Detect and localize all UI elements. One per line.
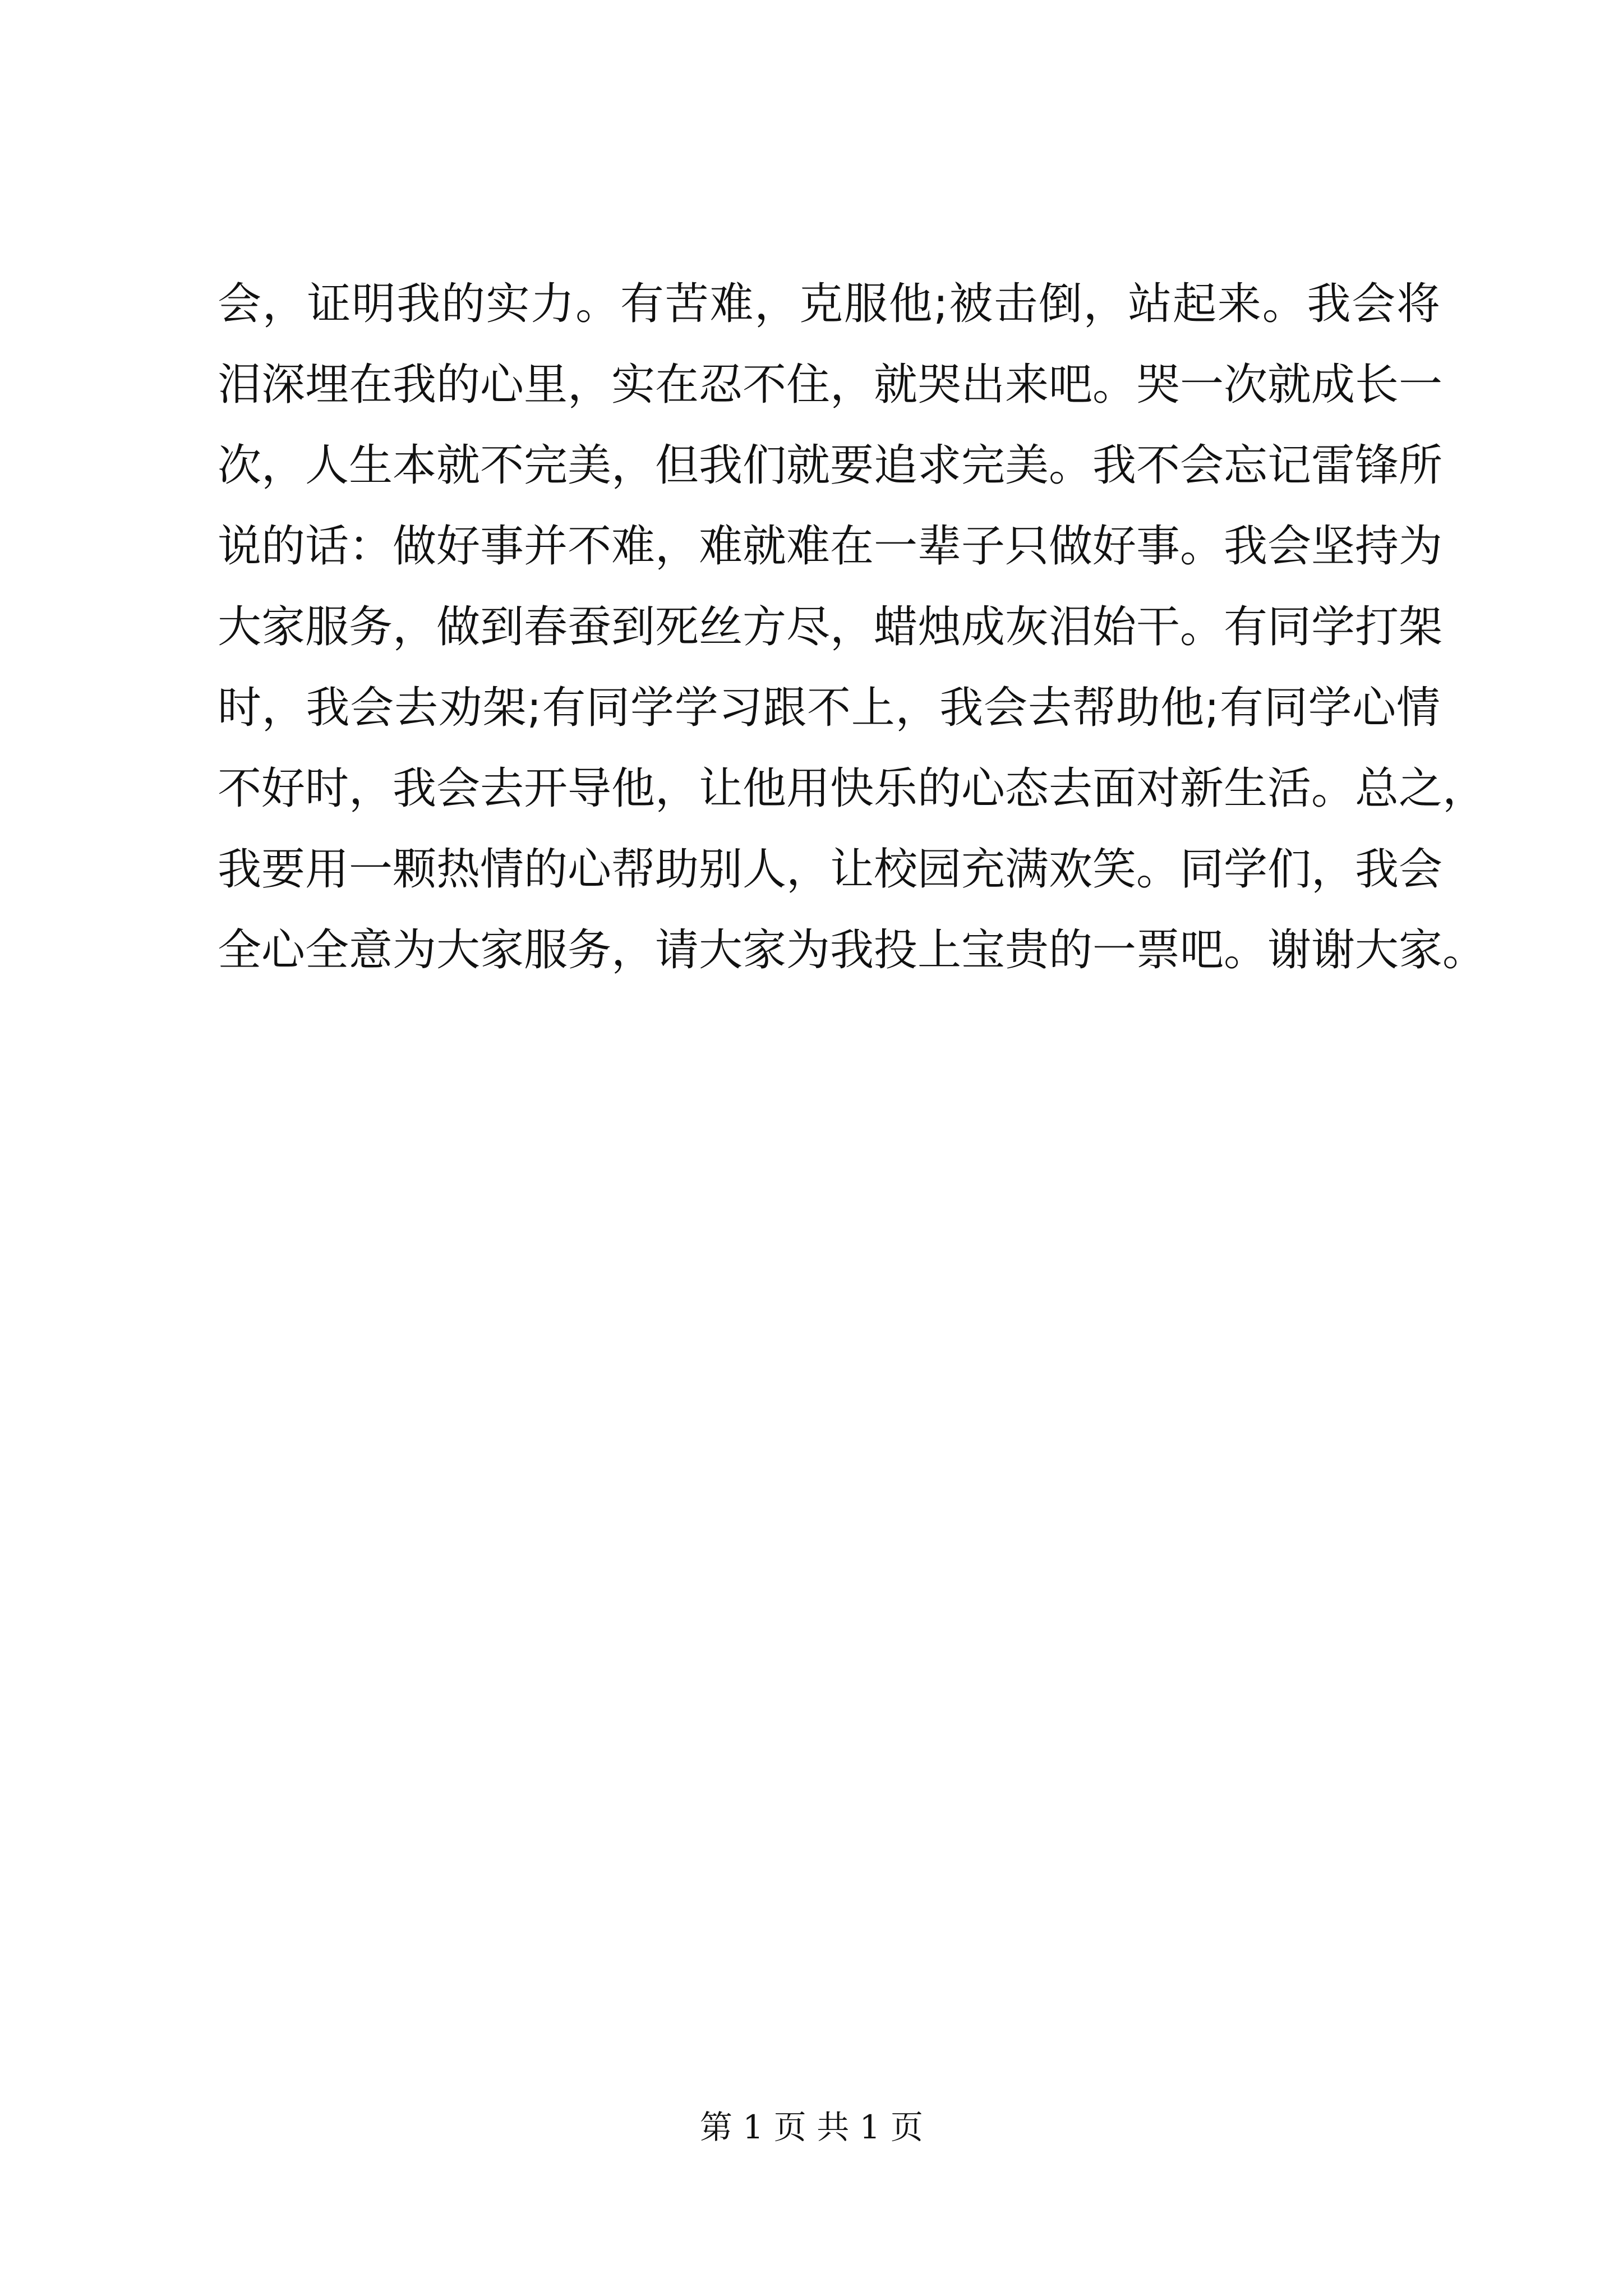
body-line-4: 说的话：做好事并不难，难就难在一辈子只做好事。我会坚持为 [218, 521, 1443, 572]
body-line-6: 时，我会去劝架;有同学学习跟不上，我会去帮助他;有同学心情 [218, 683, 1440, 733]
page-footer: 第 1 页 共 1 页 [700, 2108, 923, 2146]
body-line-5: 大家服务，做到春蚕到死丝方尽，蜡烛成灰泪始干。有同学打架 [218, 602, 1443, 652]
body-paragraph [218, 264, 1487, 991]
body-line-8: 我要用一颗热情的心帮助别人，让校园充满欢笑。同学们，我会 [218, 844, 1443, 895]
body-line-1: 会，证明我的实力。有苦难，克服他;被击倒，站起来。我会将 [218, 279, 1440, 329]
body-line-9: 全心全意为大家服务，请大家为我投上宝贵的一票吧。谢谢大家。 [218, 925, 1487, 976]
body-line-3: 次，人生本就不完美，但我们就要追求完美。我不会忘记雷锋所 [218, 440, 1443, 491]
body-line-7: 不好时，我会去开导他，让他用快乐的心态去面对新生活。总之， [218, 763, 1487, 814]
body-line-2: 泪深埋在我的心里，实在忍不住，就哭出来吧。哭一次就成长一 [218, 360, 1443, 410]
